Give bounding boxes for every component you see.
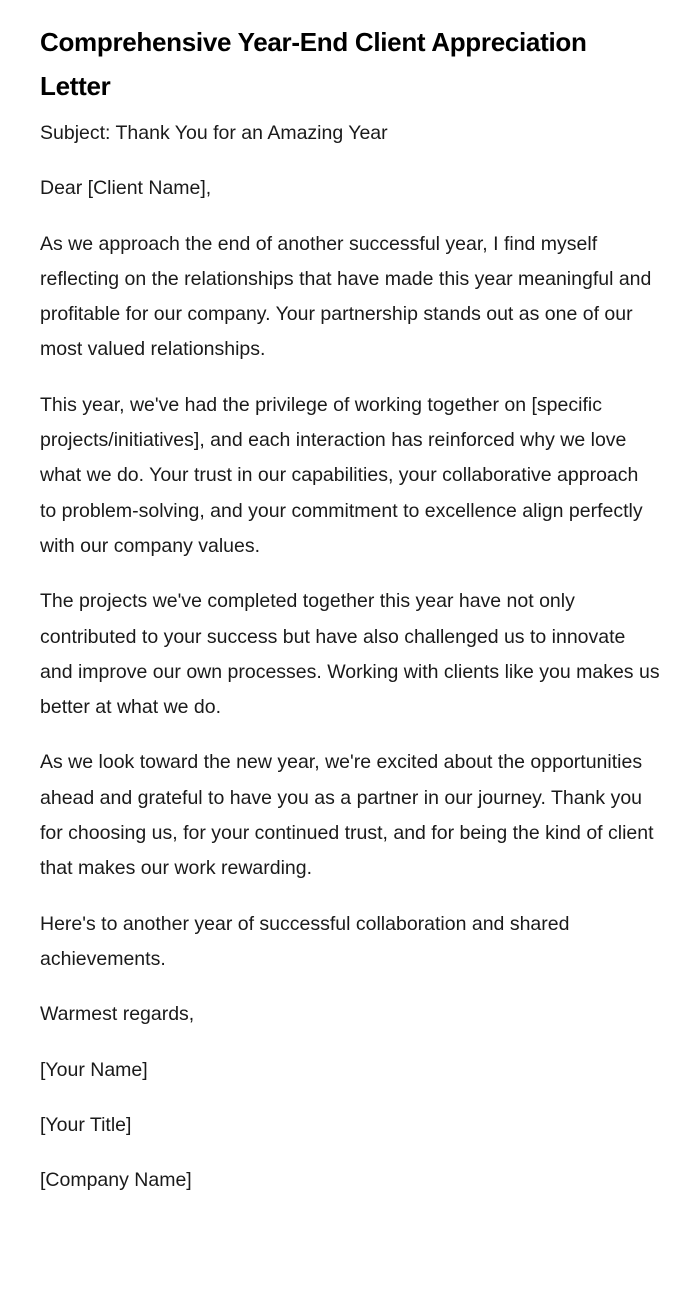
letter-closing: Warmest regards, (40, 1003, 195, 1026)
letter-paragraph: The projects we've completed together this year have not only contributed to your success but have also challenged us to innovate and improve our own processes. Working with clients like you makes us better at what we do. (40, 590, 660, 719)
signature-name: [Your Name] (40, 1058, 148, 1081)
letter-title: Comprehensive Year-End Client Appreciation Letter (40, 27, 587, 101)
letter-paragraph: As we look toward the new year, we're excited about the opportunities ahead and grateful to have you as a partner in our journey. Thank you for choosing us, for your continued trust, and for being the kind of client that makes our work rewarding. (40, 751, 654, 880)
letter-paragraph: As we approach the end of another successful year, I find myself reflecting on the relationships that have made this year meaningful and profitable for our company. Your partnership stands out as one of our most valued relationships. (40, 232, 652, 361)
letter-paragraph: Here's to another year of successful collaboration and shared achievements. (40, 912, 570, 970)
signature-title: [Your Title] (40, 1113, 132, 1136)
letter-salutation: Dear [Client Name], (40, 177, 212, 200)
letter-subject: Subject: Thank You for an Amazing Year (40, 122, 388, 144)
signature-company: [Company Name] (40, 1169, 192, 1192)
letter-paragraph: This year, we've had the privilege of working together on [specific projects/initiatives], and each interaction has reinforced why we love what we do. Your trust in our capabilities, your collaborative approach to problem-solving, and your commitment to excellence align perfectly with our company values. (40, 393, 643, 557)
